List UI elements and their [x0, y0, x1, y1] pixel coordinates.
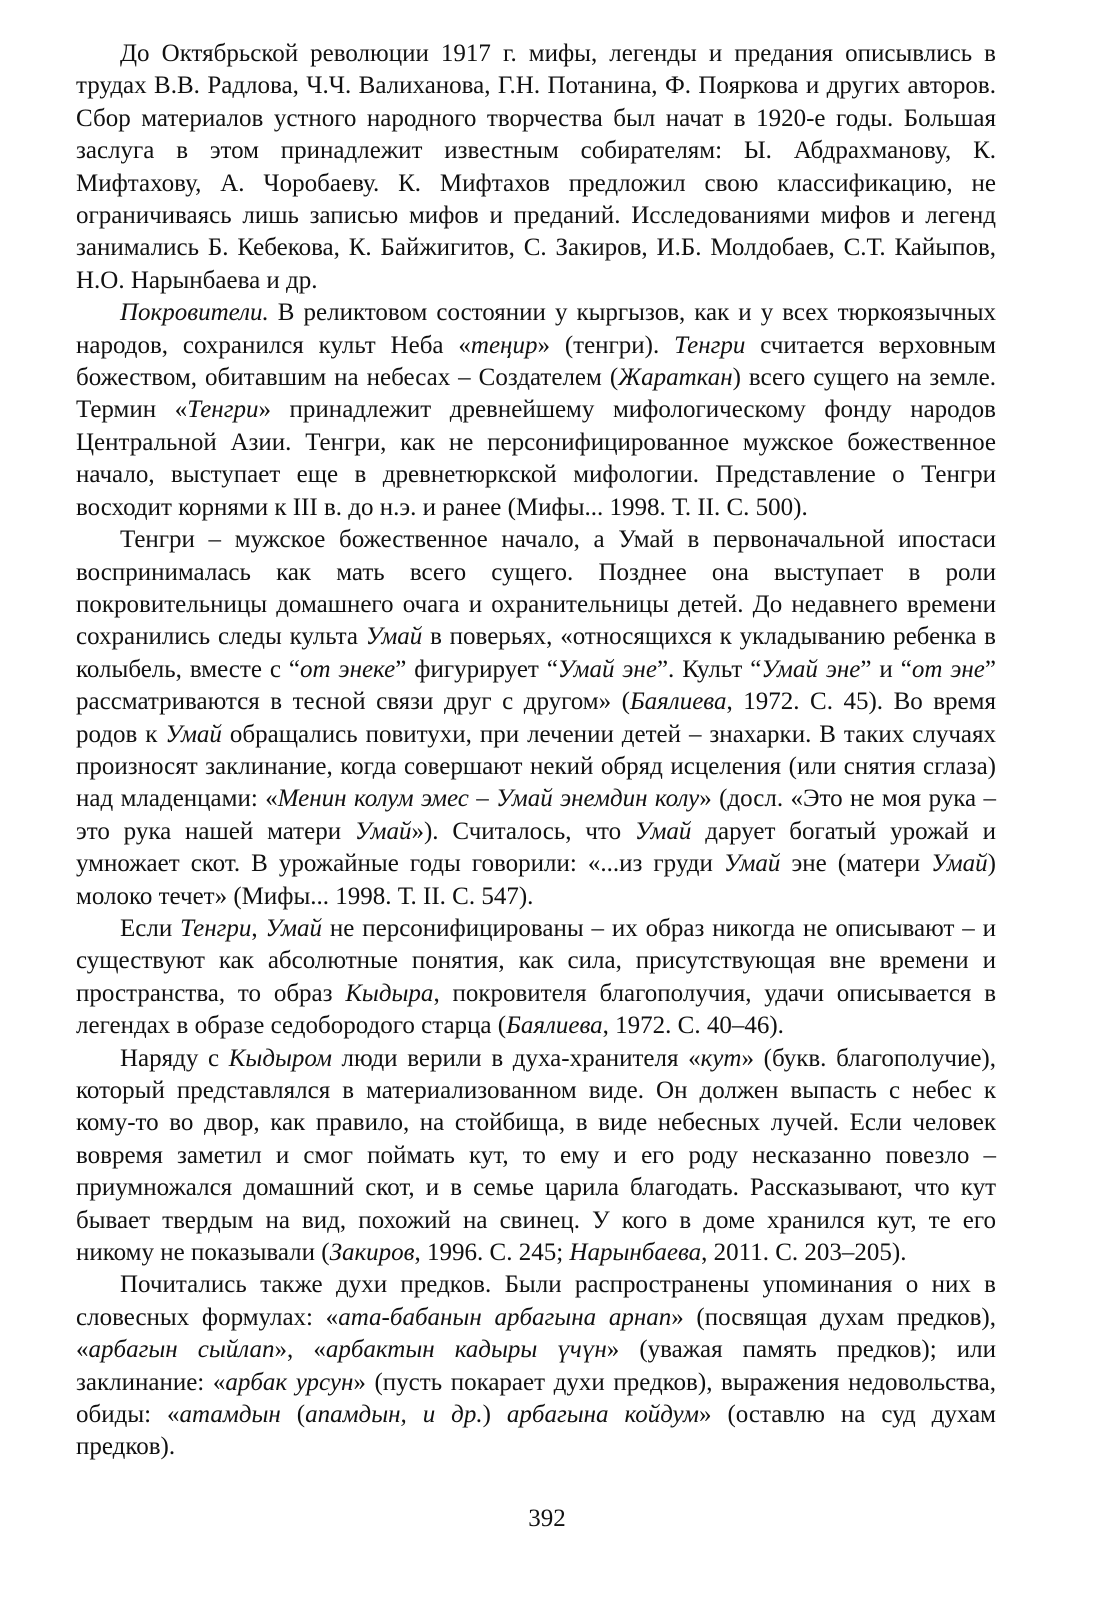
italic-text: Покровители. — [120, 299, 269, 327]
italic-text: от эне — [911, 655, 985, 683]
text-run: , — [251, 914, 266, 942]
text-run: , 2011. С. 203–205). — [701, 1239, 907, 1267]
text-run: Если — [120, 914, 181, 942]
italic-text: арбак урсун — [225, 1368, 354, 1396]
paragraph — [76, 1043, 996, 1270]
italic-text: Умай эне — [761, 655, 861, 683]
text-run: »). Считалось, что — [411, 817, 635, 845]
italic-text: Менин колум эмес – Умай энемдин колу — [277, 785, 700, 813]
italic-text: Тенгри — [187, 396, 259, 424]
paragraph — [76, 524, 996, 913]
italic-text: Умай — [634, 817, 692, 845]
text-run: ” и “ — [860, 655, 912, 683]
text-run: , 1996. С. 245; — [414, 1239, 570, 1267]
italic-text: Жараткан — [618, 364, 733, 392]
italic-text: Умай — [354, 817, 412, 845]
text-run: ” рассматриваются в тесной связи друг с другом» ( — [76, 655, 996, 716]
italic-text: Закиров — [329, 1239, 415, 1267]
italic-text: Умай — [165, 720, 222, 748]
text-run: , покровителя благополучия, удачи описывается в легендах в образе седобородого старца ( — [76, 979, 997, 1040]
text-run: » (оставлю на суд духам предков). — [76, 1401, 996, 1461]
italic-text: Умай — [931, 850, 988, 878]
italic-text: кут — [700, 1044, 742, 1072]
italic-text: Кыдыром — [228, 1044, 332, 1072]
text-run: обращались повитухи, при лечении детей – знахарки. В таких случаях произносят заклинание, когда совершают некий обряд исцеления (или снятия сглаза) над младенцами: « — [76, 720, 996, 813]
text-run: ( — [280, 1401, 306, 1429]
paragraph — [76, 297, 996, 524]
page-number: 392 — [528, 1505, 566, 1532]
text-run: в поверьях, «относящихся к укладыванию ребенка в колыбель, вместе с “ — [76, 623, 996, 683]
text-run: », « — [274, 1336, 326, 1364]
text-run: До Октябрьской революции 1917 г. мифы, легенды и предания описывлись в трудах В.В. Радлова, Ч.Ч. Валиханова, Г.Н. Потанина, Ф. Пояркова и других авторов. Сбор материалов устного народного творчества был начат в 1920-е годы. Большая заслуга в этом принадлежит известным собирателям: Ы. Абдрахманову, К. Мифтахову, А. Чоробаеву. К. Мифтахов предложил свою классификацию, не ограничиваясь лишь записью мифов и преданий. Исследованиями мифов и легенд занимались Б. Кебекова, К. Байжигитов, С. Закиров, И.Б. Молдобаев, С.Т. Кайыпов, Н.О. Нарынбаева и др. — [76, 40, 996, 294]
italic-text: арбактын кадыры үчүн — [325, 1336, 607, 1364]
italic-text: Умай — [265, 914, 323, 942]
text-run: » (уважая память предков); или заклинание: « — [76, 1336, 996, 1396]
italic-text: теңир — [470, 331, 538, 359]
text-run: » (посвящая духам предков), « — [76, 1303, 996, 1364]
italic-text: атамдын — [179, 1401, 281, 1429]
italic-text: Кыдыра — [345, 979, 434, 1007]
text-run: Тенгри – мужское божественное начало, а Умай в первоначальной ипостаси воспринималась как мать всего сущего. Позднее она выступает в роли покровительницы домашнего очага и охранительницы детей. До недавнего времени сохранились следы культа — [76, 526, 996, 651]
text-run: не персонифицированы – их образ никогда не описывают – и существуют как абсолютные понятия, как сила, присутствующая вне времени и пространства, то образ — [76, 914, 996, 1007]
italic-text: Нарынбаева — [569, 1239, 702, 1267]
text-run: , 1972. С. 40–46). — [602, 1012, 784, 1040]
italic-text: Умай эне — [557, 655, 657, 683]
text-run: В реликтовом состоянии у кыргызов, как и у всех тюркоязычных народов, сохранился культ Неба « — [76, 299, 996, 359]
italic-text: апамдын, и др. — [305, 1401, 483, 1429]
body-text — [76, 38, 996, 1464]
italic-text: арбагын сыйлап — [88, 1336, 275, 1364]
text-run: » (пусть покарает духи предков), выражения недовольства, обиды: « — [76, 1368, 996, 1429]
text-run: » (букв. благополучие), который представлялся в материализованном виде. Он должен выпасть с небес к кому-то во двор, как правило, на стойбища, в виде небесных лучей. Если человек вовремя заметил и смог поймать кут, то ему и его роду несказанно повезло – приумножался домашний скот, и в семье царила благодать. Рассказывают, что кут бывает твердым на вид, похожий на свинец. У кого в доме хранился кут, те его никому не показывали ( — [76, 1044, 997, 1267]
italic-text: Умай — [365, 623, 423, 651]
italic-text: Баялиева — [629, 688, 727, 716]
text-run: Почитались также духи предков. Были распространены упоминания о них в словесных формулах: « — [76, 1271, 996, 1331]
text-run: » принадлежит древнейшему мифологическому фонду народов Центральной Азии. Тенгри, как не персонифицированное мужское божественное начало, выступает еще в древнетюркской мифологии. Представление о Тенгри восходит корнями к III в. до н.э. и ранее (Мифы... 1998. Т. II. С. 500). — [76, 396, 996, 521]
text-run: , 1972. С. 45). Во время родов к — [76, 688, 996, 748]
text-run: ) — [482, 1401, 507, 1429]
italic-text: от энеке — [300, 655, 396, 683]
text-run: ) молоко течет» (Мифы... 1998. Т. II. С. 547). — [76, 850, 996, 910]
text-run: ) всего сущего на земле. Термин « — [76, 364, 996, 424]
text-run: ” фигурирует “ — [395, 655, 558, 683]
text-run: Наряду с — [120, 1044, 229, 1072]
text-run: люди верили в духа-хранителя « — [331, 1044, 701, 1072]
italic-text: арбагына койдум — [506, 1401, 699, 1429]
text-run: ”. Культ “ — [656, 655, 762, 683]
text-run: дарует богатый урожай и умножает скот. В урожайные годы говорили: «...из груди — [76, 817, 996, 878]
text-run: считается верховным божеством, обитавшим на небесах – Создателем ( — [76, 331, 996, 392]
paragraph — [76, 913, 996, 1043]
text-run: » (тенгри). — [537, 331, 675, 359]
text-run: » (досл. «Это не моя рука – это рука нашей матери — [76, 785, 996, 845]
italic-text: Тенгри — [674, 331, 746, 359]
italic-text: Умай — [723, 850, 781, 878]
paragraph — [76, 1269, 996, 1463]
italic-text: ата-бабанын арбагына арнап — [338, 1303, 672, 1331]
italic-text: Баялиева — [506, 1012, 603, 1040]
italic-text: Тенгри — [180, 914, 252, 942]
text-run: эне (матери — [780, 850, 932, 878]
paragraph — [76, 38, 996, 297]
